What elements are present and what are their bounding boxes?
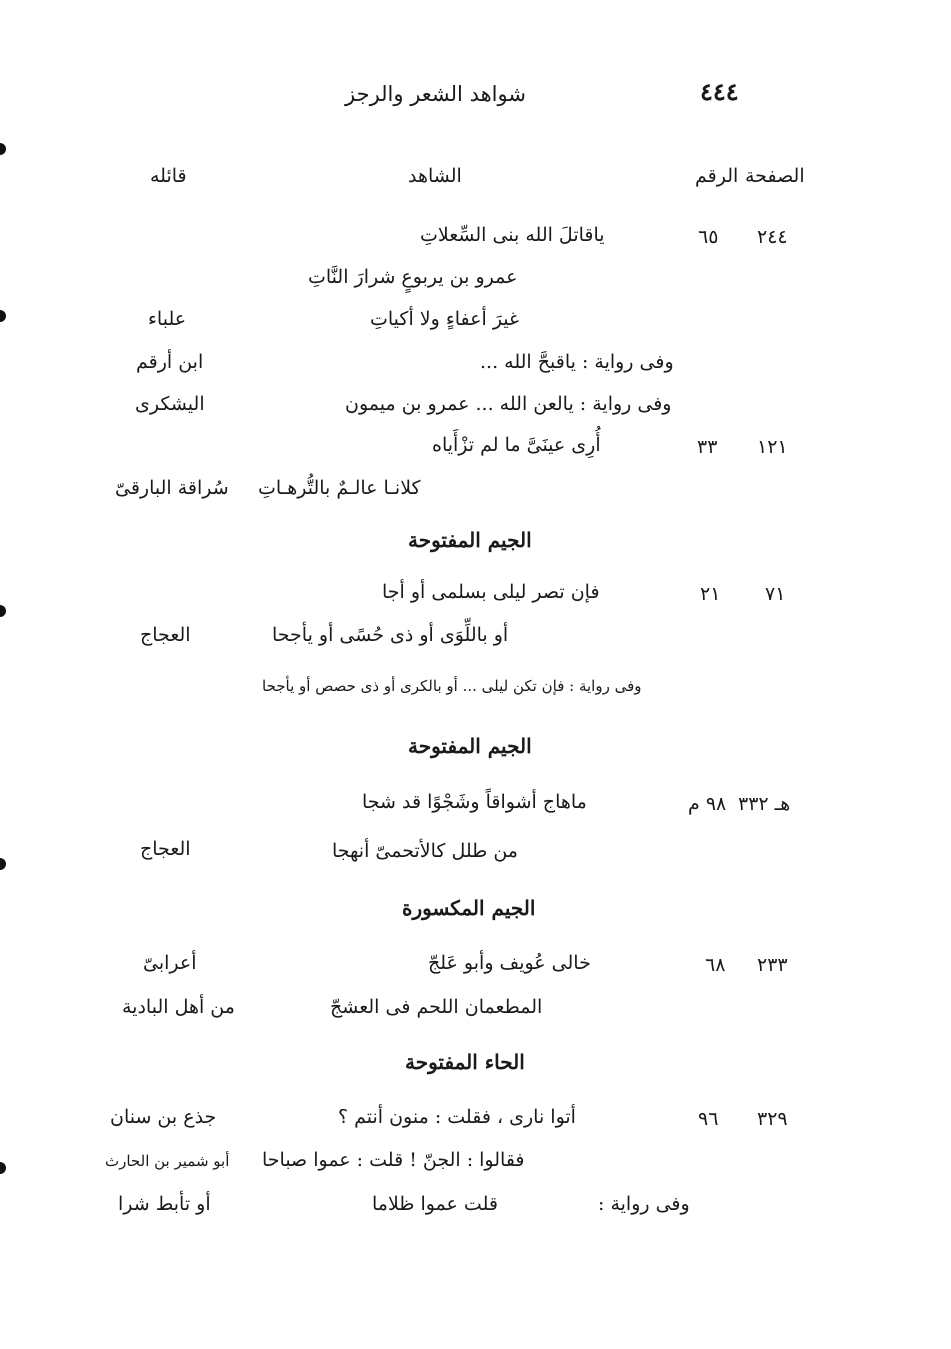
poet-name: جذع بن سنان xyxy=(110,1106,217,1128)
page-number: ٤٤٤ xyxy=(700,77,739,106)
entry-page: ٣٢٩ xyxy=(757,1108,788,1130)
entry-number: ٢١ xyxy=(700,583,721,605)
poet-name: أو تأبط شرا xyxy=(118,1193,211,1215)
margin-mark xyxy=(0,1162,6,1174)
margin-mark xyxy=(0,605,6,617)
margin-mark xyxy=(0,858,6,870)
running-title: شواهد الشعر والرجز xyxy=(345,82,526,106)
margin-mark xyxy=(0,143,6,155)
poet-name: سُراقة البارقىّ xyxy=(115,477,229,499)
poet-name: علباء xyxy=(148,308,187,330)
variant-reading: وفى رواية : فإن تكن ليلى ... أو بالكرى أو ذى حصص أو يأجحا xyxy=(262,677,642,695)
verse-line: أتوا نارى ، فقلت : منون أنتم ؟ xyxy=(338,1106,576,1128)
variant-reading: وفى رواية : يالعن الله ... عمرو بن ميمون xyxy=(345,393,672,415)
verse-line: غيرَ أعفاءٍ ولا أكياتِ xyxy=(370,308,519,330)
verse-line: عمرو بن يربوعٍ شرارَ النَّاتِ xyxy=(308,266,518,288)
section-heading: الحاء المفتوحة xyxy=(405,1050,525,1074)
poet-name: أبو شمير بن الحارث xyxy=(105,1152,230,1170)
verse-line: ياقاتلَ الله بنى السِّعلاتِ xyxy=(420,224,605,246)
variant-reading: قلت عموا ظلاما xyxy=(372,1193,498,1215)
variant-reading: وفى رواية : ياقبحَّ الله ... xyxy=(480,351,674,373)
entry-number: ٦٥ xyxy=(698,226,719,248)
col-page: الصفحة xyxy=(745,165,805,187)
col-poet: قائله xyxy=(150,165,187,187)
variant-label: وفى رواية : xyxy=(598,1193,690,1215)
poet-name: العجاج xyxy=(140,838,191,860)
entry-number: ٩٦ xyxy=(698,1108,719,1130)
poet-name: أعرابىّ xyxy=(143,952,197,974)
verse-line: أُرِى عينَىَّ ما لم تزْأَياه xyxy=(432,434,601,456)
poet-name: العجاج xyxy=(140,624,191,646)
poet-name: ابن أرقم xyxy=(136,351,204,373)
verse-line: فإن تصر ليلى بسلمى أو أجا xyxy=(382,581,600,603)
section-heading: الجيم المفتوحة xyxy=(408,734,532,758)
entry-number: ٩٨ م xyxy=(688,793,727,815)
section-heading: الجيم المفتوحة xyxy=(408,528,532,552)
entry-page: ٢٤٤ xyxy=(757,226,788,248)
entry-number: ٣٣ xyxy=(697,436,718,458)
verse-line: المطعمان اللحم فى العشجّ xyxy=(330,996,543,1018)
verse-line: من طلل كالأتحمىّ أنهجا xyxy=(332,840,518,862)
entry-page: ١٢١ xyxy=(757,436,788,458)
verse-line: فقالوا : الجنّ ! قلت : عموا صباحا xyxy=(262,1149,525,1171)
entry-page: ٢٣٣ xyxy=(757,954,788,976)
verse-line: خالى عُويف وأبو عَلجّ xyxy=(428,952,591,974)
verse-line: ماهاج أشواقاً وشَجْوًا قد شجا xyxy=(362,791,587,813)
margin-mark xyxy=(0,310,6,322)
poet-name: من أهل البادية xyxy=(122,996,235,1018)
section-heading: الجيم المكسورة xyxy=(402,896,536,920)
entry-number: ٦٨ xyxy=(705,954,726,976)
entry-page: ٧١ xyxy=(765,583,786,605)
poet-name: اليشكرى xyxy=(135,393,205,415)
verse-line: أو باللِّوَى أو ذى حُسًى أو يأجحا xyxy=(272,624,509,646)
verse-line: كلانـا عالـمٌ بالتُّرهـاتِ xyxy=(258,477,421,499)
entry-page: هـ ٣٣٢ xyxy=(738,793,791,815)
col-verse: الشاهد xyxy=(408,165,462,187)
col-number: الرقم xyxy=(695,165,739,187)
